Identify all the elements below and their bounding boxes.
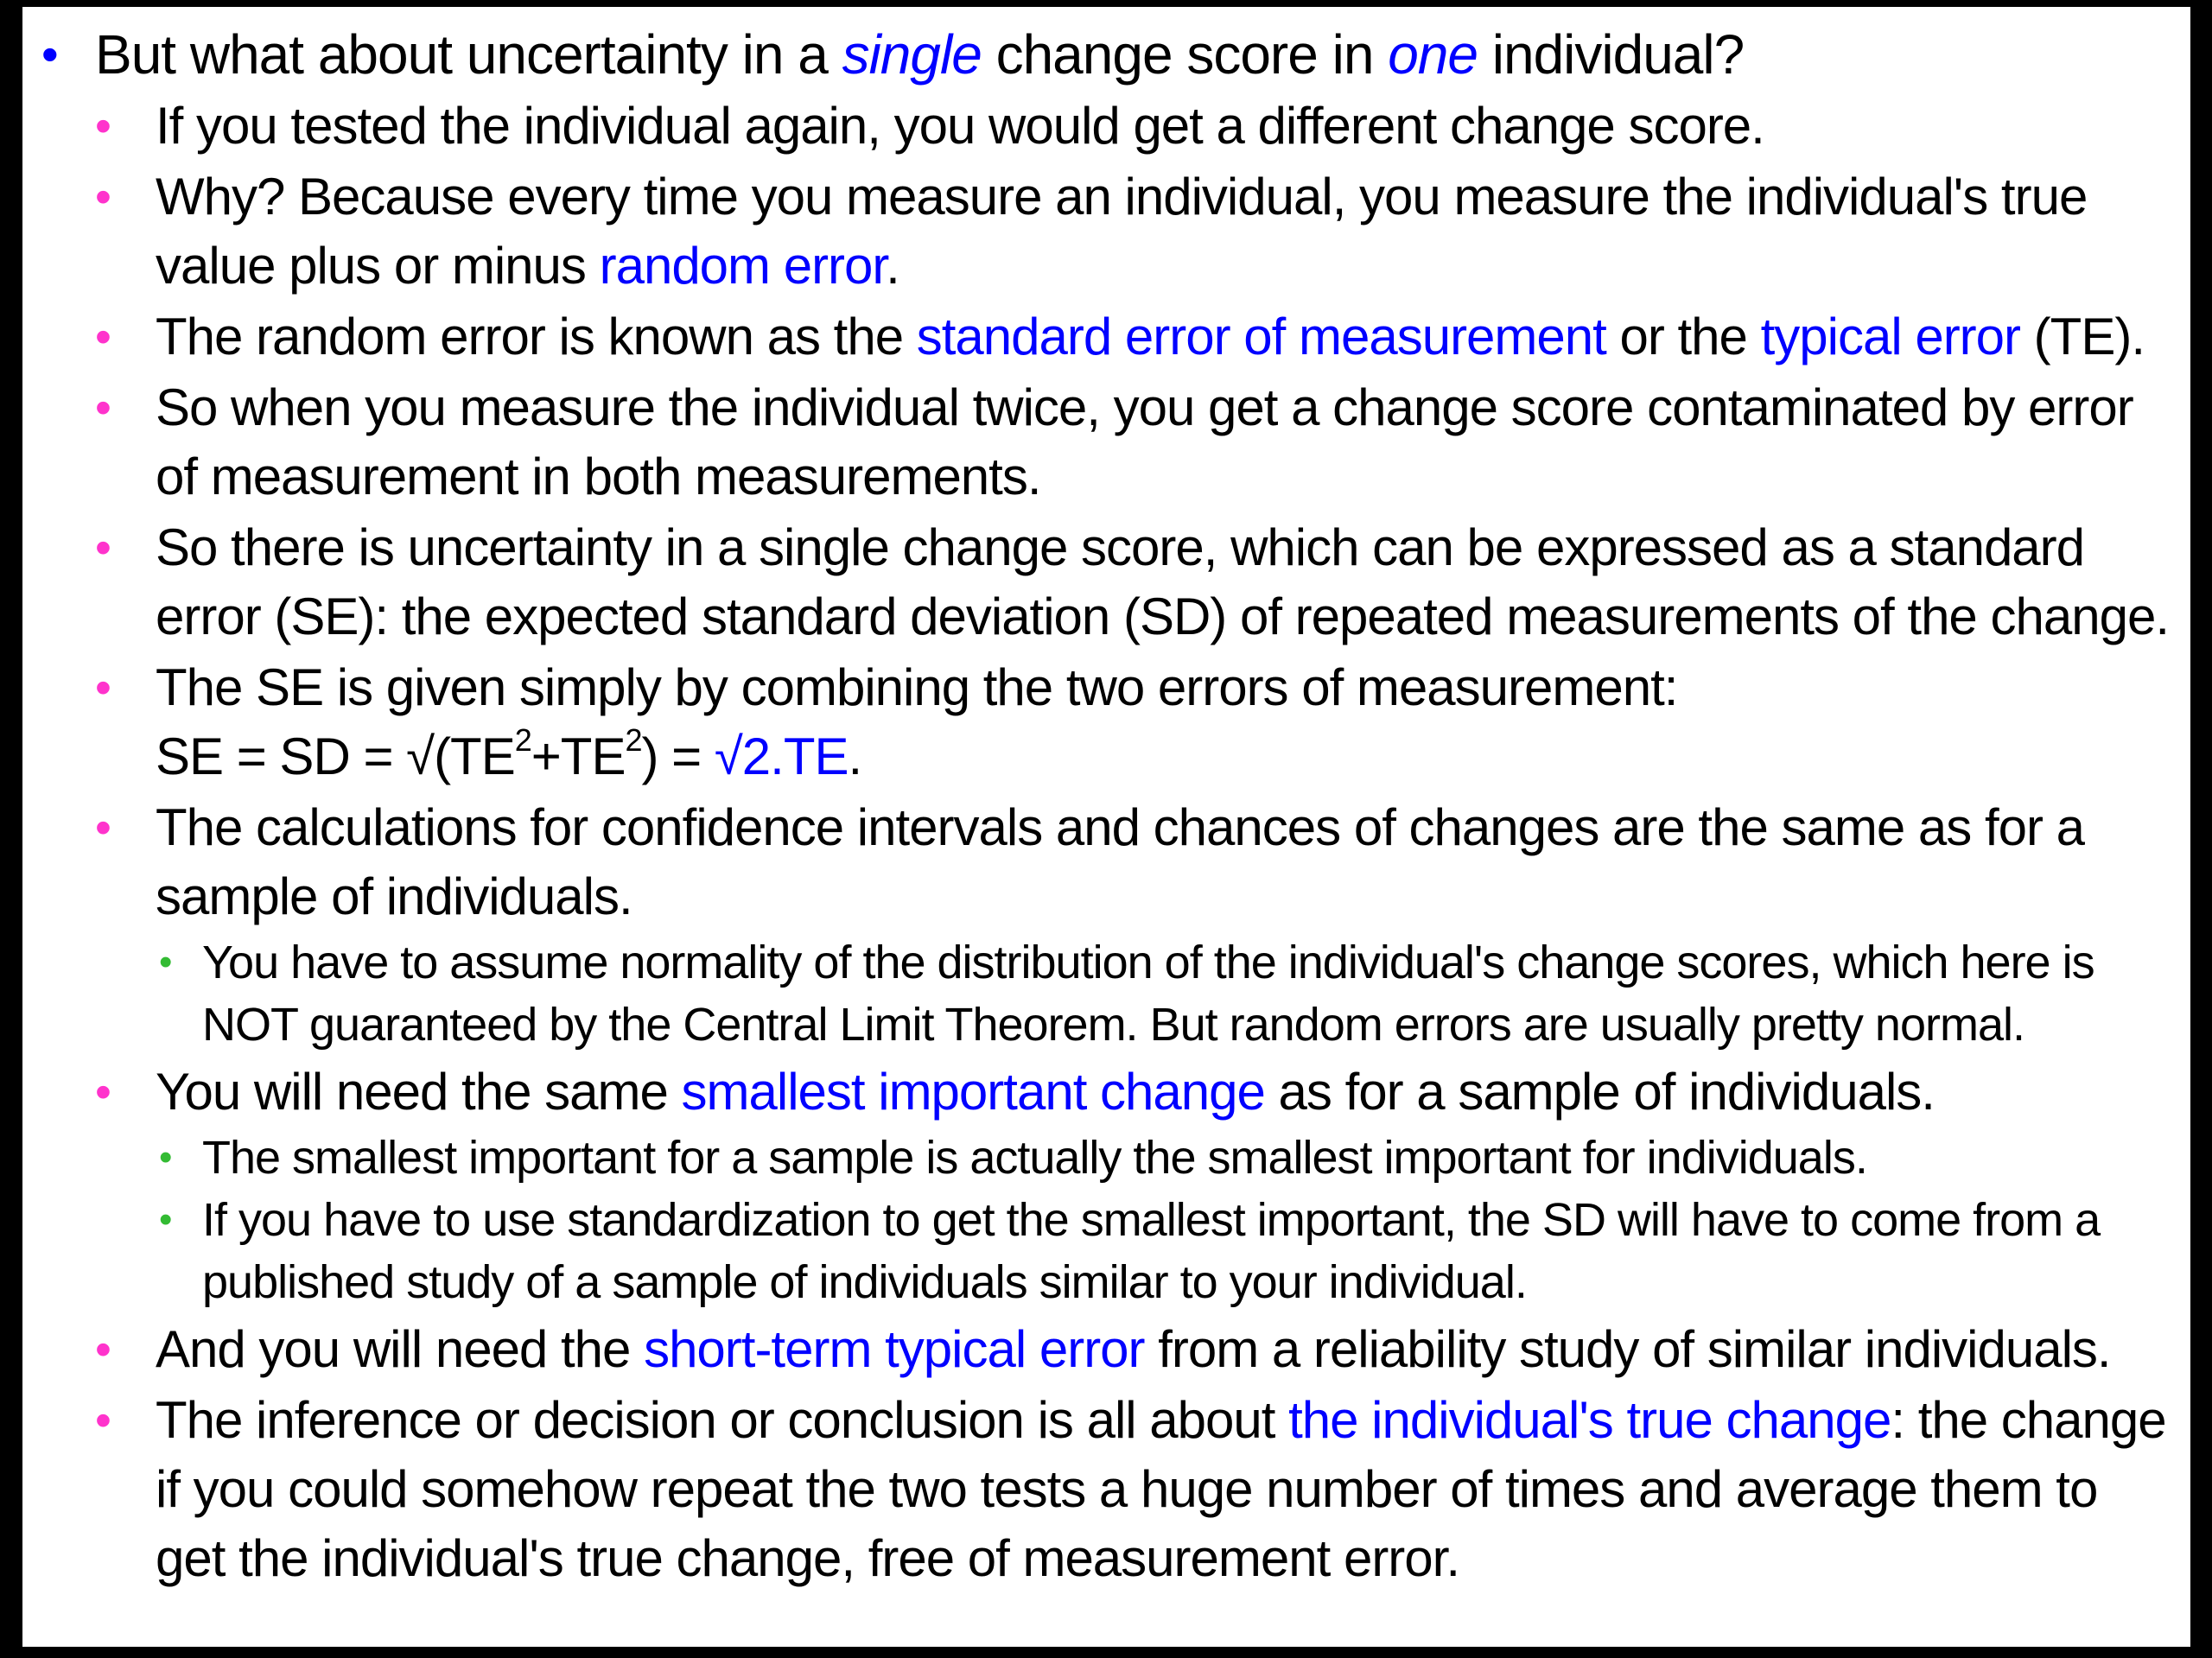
text-run: SE = SD = √(TE	[156, 727, 515, 785]
highlighted-term: smallest important change	[681, 1063, 1265, 1121]
bullet-item-level-2	[22, 1058, 2190, 1127]
bullet-item-level-2	[22, 162, 2190, 301]
text-run: Why? Because every time you measure an individual, you measure the individual's true value plus or minus	[156, 168, 2088, 295]
text-run: or the	[1605, 308, 1761, 365]
text-run: If you have to use standardization to get the smallest important, the SD will have to come from a published study of a sample of individuals similar to your individual.	[202, 1194, 2101, 1308]
text-run: individual?	[1477, 23, 1745, 86]
bullet-item-level-2	[22, 1315, 2190, 1384]
bullet-dot-icon: •	[159, 1136, 172, 1178]
bullet-dot-icon: •	[95, 311, 111, 363]
bullet-item-level-2	[22, 653, 2190, 791]
slide	[22, 7, 2190, 1647]
superscript: 2	[514, 722, 531, 758]
bullet-dot-icon: •	[95, 171, 111, 223]
text-run: .	[848, 727, 862, 785]
text-run: So when you measure the individual twice, you get a change score contaminated by error of measurement in both measurements.	[156, 378, 2133, 505]
bullet-dot-icon: •	[95, 802, 111, 854]
bullet-list	[22, 7, 2190, 1593]
text-run: You will need the same	[156, 1063, 682, 1121]
bullet-item-level-3	[22, 1189, 2190, 1313]
text-run: But what about uncertainty in a	[95, 23, 842, 86]
bullet-dot-icon: •	[95, 662, 111, 714]
bullet-dot-icon: •	[159, 1198, 172, 1241]
bullet-item-level-2	[22, 1386, 2190, 1593]
highlighted-term: standard error of measurement	[916, 308, 1606, 365]
bullet-dot-icon: •	[95, 1066, 111, 1118]
bullet-dot-icon: •	[95, 1394, 111, 1446]
bullet-item-level-2	[22, 373, 2190, 511]
bullet-item-level-2	[22, 302, 2190, 372]
superscript: 2	[625, 722, 642, 758]
highlighted-term: the individual's true change	[1288, 1391, 1891, 1449]
bullet-item-level-2	[22, 793, 2190, 931]
text-run: change score in	[981, 23, 1389, 86]
text-run: The random error is known as the	[156, 308, 917, 365]
text-run: You have to assume normality of the distribution of the individual's change scores, which here is NOT guaranteed by the Central Limit Theorem. But random errors are usually pretty normal.	[202, 937, 2094, 1051]
bullet-item-level-3	[22, 931, 2190, 1056]
bullet-dot-icon: •	[41, 27, 58, 81]
text-run: (TE).	[2020, 308, 2145, 365]
text-run: ) =	[641, 727, 715, 785]
highlighted-term: single	[842, 23, 982, 86]
bullet-item-level-2	[22, 92, 2190, 161]
text-run: as for a sample of individuals.	[1264, 1063, 1935, 1121]
text-run: The inference or decision or conclusion is all about	[156, 1391, 1289, 1449]
text-run: : the change if you could somehow repeat the two tests a huge number of times and average them to get the individual's true change, free of measurement error.	[156, 1391, 2166, 1587]
highlighted-term: short-term typical error	[644, 1320, 1145, 1378]
text-run: The SE is given simply by combining the two errors of measurement:	[156, 658, 1678, 716]
text-run: So there is uncertainty in a single change score, which can be expressed as a standard error (SE): the expected standard deviation (SD) of repeated measurements of the change.	[156, 518, 2169, 645]
highlighted-term: random error	[599, 237, 887, 295]
text-run: from a reliability study of similar individuals.	[1144, 1320, 2111, 1378]
text-run: .	[886, 237, 899, 295]
bullet-dot-icon: •	[159, 941, 172, 983]
bullet-item-level-1	[22, 19, 2190, 90]
text-run: The smallest important for a sample is actually the smallest important for individuals.	[202, 1132, 1867, 1184]
text-run: And you will need the	[156, 1320, 645, 1378]
text-run: If you tested the individual again, you would get a different change score.	[156, 97, 1764, 155]
bullet-dot-icon: •	[95, 100, 111, 152]
highlighted-term: one	[1388, 23, 1478, 86]
highlighted-term: typical error	[1760, 308, 2021, 365]
text-run: +TE	[531, 727, 626, 785]
bullet-item-level-2	[22, 513, 2190, 651]
text-run: The calculations for confidence intervals and chances of changes are the same as for a sample of individuals.	[156, 798, 2084, 925]
bullet-item-level-3	[22, 1127, 2190, 1189]
bullet-dot-icon: •	[95, 382, 111, 434]
highlighted-term: √2.TE	[714, 727, 849, 785]
bullet-dot-icon: •	[95, 522, 111, 574]
bullet-dot-icon: •	[95, 1324, 111, 1375]
